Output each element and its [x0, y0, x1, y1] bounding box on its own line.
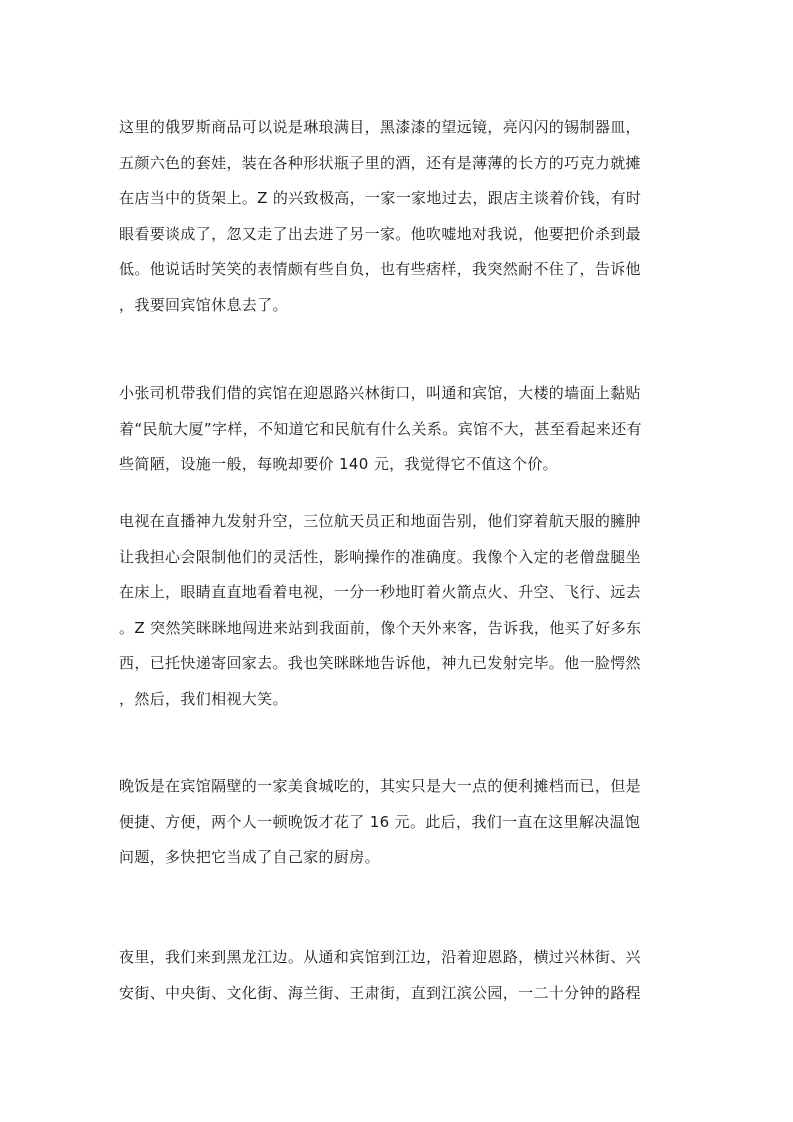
text-line: 问题，多快把它当成了自己家的厨房。 — [119, 848, 380, 866]
paragraph-heilongjiang-night — [119, 940, 679, 1011]
text-line: 便捷、方便，两个人一顿晚饭才花了 16 元。此后，我们一直在这里解决温饱 — [119, 812, 641, 831]
paragraph-shenzhou-launch — [119, 504, 679, 717]
text-line: 着“民航大厦”字样，不知道它和民航有什么关系。宾馆不大，甚至看起来还有 — [119, 419, 642, 438]
text-line: 小张司机带我们借的宾馆在迎恩路兴林街口，叫通和宾馆，大楼的墙面上黏贴 — [119, 384, 641, 402]
text-line: 在店当中的货架上。Z 的兴致极高，一家一家地过去，跟店主谈着价钱，有时 — [119, 189, 642, 207]
text-line: 让我担心会限制他们的灵活性，影响操作的准确度。我像个入定的老僧盘腿坐 — [119, 547, 641, 566]
text-line: 晚饭是在宾馆隔壁的一家美食城吃的，其实只是大一点的便利摊档而已，但是 — [119, 777, 641, 795]
paragraph-russian-goods — [119, 110, 679, 323]
text-line: 这里的俄罗斯商品可以说是琳琅满目，黑漆漆的望远镜，亮闪闪的锡制器皿， — [119, 118, 641, 136]
text-line: 安街、中央街、文化街、海兰街、王肃街，直到江滨公园，一二十分钟的路程 — [119, 983, 641, 1002]
text-line: 些简陋，设施一般，每晚却要价 140 元，我觉得它不值这个价。 — [119, 455, 559, 473]
text-line: 五颜六色的套娃，装在各种形状瓶子里的酒，还有是薄薄的长方的巧克力就摊 — [119, 153, 641, 172]
text-line: 在床上，眼睛直直地看着电视，一分一秒地盯着火箭点火、升空、飞行、远去 — [119, 583, 641, 601]
text-line: 眼看要谈成了，忽又走了出去进了另一家。他吹嘘地对我说，他要把价杀到最 — [119, 224, 641, 243]
text-line: 。Z 突然笑眯眯地闯进来站到我面前，像个天外来客，告诉我，他买了好多东 — [119, 618, 642, 637]
text-line: 夜里，我们来到黑龙江边。从通和宾馆到江边，沿着迎恩路，横过兴林街、兴 — [119, 948, 641, 966]
text-line: 低。他说话时笑笑的表情颇有些自负，也有些痞样，我突然耐不住了，告诉他 — [119, 260, 641, 278]
text-line: ，我要回宾馆休息去了。 — [119, 295, 288, 314]
text-line: ，然后，我们相视大笑。 — [119, 689, 288, 708]
text-line: 电视在直播神九发射升空，三位航天员正和地面告别，他们穿着航天服的臃肿 — [119, 512, 641, 530]
text-line: 西，已托快递寄回家去。我也笑眯眯地告诉他，神九已发射完毕。他一脸愕然 — [119, 654, 641, 672]
paragraph-hotel — [119, 376, 679, 483]
paragraph-dinner — [119, 769, 679, 876]
